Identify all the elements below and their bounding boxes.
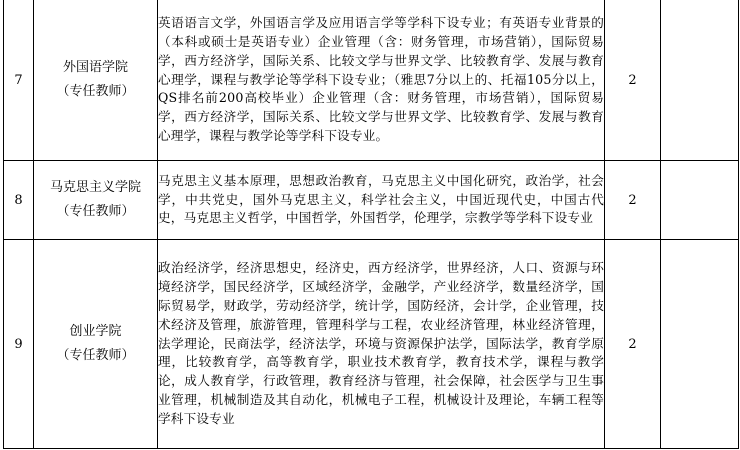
unit-type: （专任教师）: [56, 84, 135, 99]
unit-name: 创业学院: [69, 324, 122, 339]
unit-type: （专任教师）: [56, 204, 135, 219]
unit-name: 马克思主义学院: [49, 180, 141, 195]
unit-cell: [34, 240, 158, 449]
note-cell: [661, 0, 739, 161]
table-row: [4, 0, 739, 161]
majors-cell: 政治经济学，经济思想史，经济史，西方经济学，世界经济，人口、资源与环境经济学，国民经济学，区域经济学，金融学，产业经济学，数量经济学，国际贸易学，财政学，劳动经济学，统计学，国防经济，会计学，企业管理，技术经济及管理，旅游管理，管理科学与工程，农业经济管理，林业经济管理，法学理论，民商法学，经济法学，环境与资源保护法学，国际法学，教育学原理，比较教育学，高等教育学，职业技术教育学，教育技术学，课程与教学论，成人教育学，行政管理，教育经济与管理，社会保障，社会医学与卫生事业管理，机械制造及其自动化，机械电子工程，机械设计及理论，车辆工程等学科下设专业: [158, 240, 605, 449]
unit-type: （专任教师）: [56, 348, 135, 363]
note-cell: [661, 240, 739, 449]
headcount-cell: 2: [605, 0, 661, 161]
headcount-cell: 2: [605, 161, 661, 240]
unit-cell: [34, 0, 158, 161]
table-row: [4, 240, 739, 449]
majors-cell: 英语语言文学，外国语言学及应用语言学等学科下设专业；有英语专业背景的（本科或硕士是英语专业）企业管理（含：财务管理，市场营销），国际贸易学，西方经济学，国际关系、比较文学与世界文学、比较教育学、发展与教育心理学，课程与教学论等学科下设专业；（雅思7分以上的、托福105分以上，QS排名前200高校毕业）企业管理（含：财务管理，市场营销），国际贸易学，西方经济学，国际关系、比较文学与世界文学、比较教育学、发展与教育心理学，课程与教学论等学科下设专业。: [158, 0, 605, 161]
note-cell: [661, 161, 739, 240]
headcount-cell: 2: [605, 240, 661, 449]
row-index: 7: [4, 0, 34, 161]
row-index: 8: [4, 161, 34, 240]
majors-cell: 马克思主义基本原理，思想政治教育，马克思主义中国化研究，政治学，社会学，中共党史，国外马克思主义，科学社会主义，中国近现代史，中国古代史，马克思主义哲学，中国哲学，外国哲学，伦理学，宗教学等学科下设专业: [158, 161, 605, 240]
recruitment-table: [3, 0, 739, 449]
row-index: 9: [4, 240, 34, 449]
unit-name: 外国语学院: [62, 60, 128, 75]
unit-cell: [34, 161, 158, 240]
table-row: [4, 161, 739, 240]
